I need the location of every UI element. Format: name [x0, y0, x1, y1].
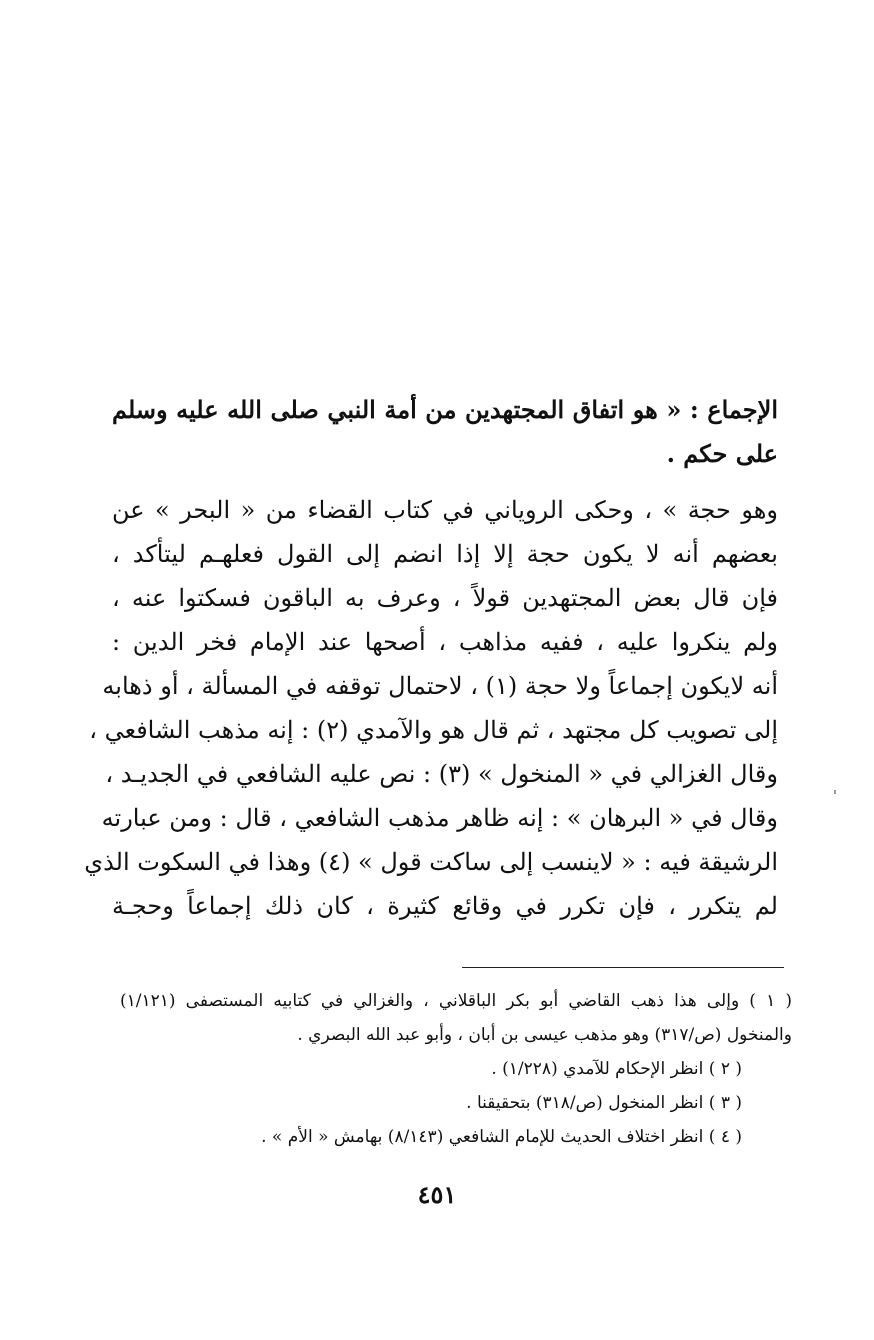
- footnote-1: ( ١ ) وإلى هذا ذهب القاضي أبو بكر الباقلاني ، والغزالي في كتابيه المستصفى (١/١٢١): [120, 991, 792, 1011]
- footnotes: [120, 984, 792, 1154]
- footnote-2: ( ٢ ) انظر الإحكام للآمدي (١/٢٢٨) .: [491, 1059, 742, 1079]
- paragraph-ijma-definition: [112, 388, 778, 476]
- text-line: الإجماع : « هو اتفاق المجتهدين من أمة النبي صلى الله عليه وسلم: [112, 395, 778, 424]
- text-line: ولم ينكروا عليه ، ففيه مذاهب ، أصحها عند الإمام فخر الدين :: [112, 628, 778, 656]
- text-line: بعضهم أنه لا يكون حجة إلا إذا انضم إلى القول فعلهـم ليتأكد ،: [112, 540, 778, 568]
- text-line: لم يتكرر ، فإن تكرر في وقائع كثيرة ، كان ذلك إجماعاً وحجـة: [112, 892, 778, 920]
- text-line: وهو حجة » ، وحكى الروياني في كتاب القضاء من « البحر » عن: [112, 496, 778, 524]
- text-line: وقال في « البرهان » : إنه ظاهر مذهب الشافعي ، قال : ومن عبارته: [101, 804, 778, 832]
- footnote-4: ( ٤ ) انظر اختلاف الحديث للإمام الشافعي (٨/١٤٣) بهامش « الأم » .: [261, 1127, 742, 1147]
- paragraph-ijma-discussion: [84, 488, 778, 928]
- text-line: فإن قال بعض المجتهدين قولاً ، وعرف به الباقون فسكتوا عنه ،: [112, 584, 778, 612]
- footnote-1-continuation: والمنخول (ص/٣١٧) وهو مذهب عيسى بن أبان ، وأبو عبد الله البصري .: [297, 1025, 792, 1045]
- text-line: على حكم .: [666, 439, 778, 468]
- text-line: وقال الغزالي في « المنخول » (٣) : نص عليه الشافعي في الجديـد ،: [105, 760, 778, 788]
- page-number: ٤٥١: [417, 1180, 457, 1209]
- scan-speck: [834, 790, 836, 794]
- text-line: الرشيقة فيه : « لاينسب إلى ساكت قول » (٤) وهذا في السكوت الذي: [84, 848, 778, 876]
- text-line: أنه لايكون إجماعاً ولا حجة (١) ، لاحتمال توقفه في المسألة ، أو ذهابه: [102, 672, 778, 700]
- footnote-separator: [462, 967, 784, 968]
- text-line: إلى تصويب كل مجتهد ، ثم قال هو والآمدي (٢) : إنه مذهب الشافعي ،: [89, 716, 778, 744]
- footnote-3: ( ٣ ) انظر المنخول (ص/٣١٨) بتحقيقنا .: [466, 1093, 742, 1113]
